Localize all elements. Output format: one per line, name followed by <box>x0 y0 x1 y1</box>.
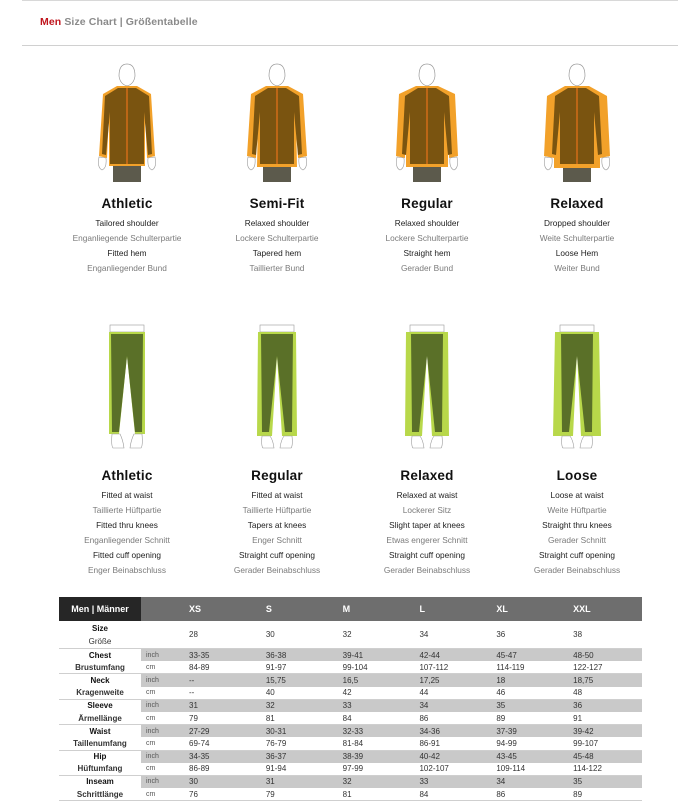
fit-desc-en: Straight thru knees <box>542 520 612 530</box>
size-header: XL <box>488 597 565 621</box>
fit-desc-en: Loose at waist <box>550 490 604 500</box>
measurement-cell: 42-44 <box>411 649 488 662</box>
size-header: L <box>411 597 488 621</box>
row-label-de: Taillenumfang <box>59 737 141 750</box>
measurement-cell: 36-38 <box>258 649 335 662</box>
fit-name: Semi-Fit <box>249 196 305 211</box>
fit-desc-de: Etwas engerer Schnitt <box>386 535 468 545</box>
size-header: S <box>258 597 335 621</box>
measurement-cell: 37-39 <box>488 725 565 738</box>
fit-desc-en: Straight cuff opening <box>239 550 315 560</box>
unit-cell: cm <box>141 737 181 750</box>
fit-desc-de: Weite Schulterpartie <box>539 233 615 243</box>
bottom-fit-loose <box>502 322 652 578</box>
measurement-cell: 107-112 <box>411 661 488 674</box>
unit-cell: cm <box>141 788 181 801</box>
table-row-hip-inch <box>59 750 642 763</box>
measurement-cell: 97-99 <box>335 763 412 776</box>
fit-desc-de: Lockere Schulterpartie <box>385 233 469 243</box>
row-label-de: Schrittlänge <box>59 788 141 801</box>
fit-desc-en: Straight cuff opening <box>539 550 615 560</box>
table-row-size <box>59 621 642 649</box>
measurement-cell: 40-42 <box>411 750 488 763</box>
fit-desc-en: Relaxed shoulder <box>244 218 310 228</box>
measurement-cell: 43-45 <box>488 750 565 763</box>
measurement-cell: 81-84 <box>335 737 412 750</box>
row-label-de: Kragenweite <box>59 687 141 700</box>
row-label-de: Ärmellänge <box>59 712 141 725</box>
fit-desc-de: Lockerer Sitz <box>402 505 452 515</box>
fit-desc-en: Fitted at waist <box>251 490 303 500</box>
measurement-cell: 99-107 <box>565 737 642 750</box>
measurement-cell: 91 <box>565 712 642 725</box>
fit-desc-de: Enganliegende Schulterpartie <box>72 233 182 243</box>
top-fit-athletic <box>52 62 202 276</box>
measurement-cell: 81 <box>258 712 335 725</box>
measurement-cell: 76 <box>181 788 258 801</box>
row-label-en: Size <box>91 623 108 633</box>
fit-desc-en: Fitted thru knees <box>96 520 158 530</box>
measurement-cell: 109-114 <box>488 763 565 776</box>
unit-cell: cm <box>141 763 181 776</box>
measurement-cell: 86 <box>411 712 488 725</box>
fit-desc-en: Tailored shoulder <box>95 218 159 228</box>
measurement-cell: 76-79 <box>258 737 335 750</box>
table-row-neck-inch <box>59 674 642 687</box>
row-label-de: Größe <box>88 636 112 646</box>
fit-desc-en: Fitted hem <box>107 248 147 258</box>
title-divider <box>22 45 678 46</box>
title-text: Size Chart | Größentabelle <box>61 16 198 28</box>
fit-desc-de: Gerader Beinabschluss <box>233 565 321 575</box>
table-row-neck-cm <box>59 687 642 700</box>
measurement-cell: 45-47 <box>488 649 565 662</box>
fit-desc-de: Lockere Schulterpartie <box>235 233 319 243</box>
measurement-cell: 27-29 <box>181 725 258 738</box>
fit-desc-de: Gerader Beinabschluss <box>533 565 621 575</box>
measurement-cell: 79 <box>258 788 335 801</box>
measurement-cell: 39-42 <box>565 725 642 738</box>
measurement-cell: 18,75 <box>565 674 642 687</box>
measurement-cell: 34 <box>488 775 565 788</box>
measurement-cell: 36-37 <box>258 750 335 763</box>
table-row-inseam-cm <box>59 788 642 801</box>
row-label-en: Waist <box>89 726 111 736</box>
size-table <box>59 597 642 801</box>
fit-desc-en: Tapers at knees <box>247 520 307 530</box>
fit-desc-en: Fitted cuff opening <box>92 550 162 560</box>
unit-cell: cm <box>141 712 181 725</box>
measurement-cell: 91-97 <box>258 661 335 674</box>
fit-desc-de: Gerader Bund <box>400 263 454 273</box>
unit-cell <box>141 621 181 649</box>
measurement-cell: 34 <box>411 699 488 712</box>
fit-name: Loose <box>556 468 598 483</box>
fit-desc-en: Fitted at waist <box>101 490 153 500</box>
measurement-cell: 122-127 <box>565 661 642 674</box>
measurement-cell: 45-48 <box>565 750 642 763</box>
jacket-athletic-icon <box>87 62 167 184</box>
fit-name: Relaxed <box>550 196 604 211</box>
fit-desc-en: Tapered hem <box>252 248 302 258</box>
measurement-cell: 40 <box>258 687 335 700</box>
fit-desc-en: Dropped shoulder <box>544 218 610 228</box>
fit-desc-de: Weite Hüftpartie <box>547 505 607 515</box>
measurement-cell: 16,5 <box>335 674 412 687</box>
tops-fit-row <box>52 62 652 276</box>
measurement-cell: 79 <box>181 712 258 725</box>
measurement-cell: 30 <box>181 775 258 788</box>
measurement-cell: 86 <box>488 788 565 801</box>
measurement-cell: 33-35 <box>181 649 258 662</box>
unit-cell: cm <box>141 661 181 674</box>
measurement-cell: 114-119 <box>488 661 565 674</box>
measurement-cell: 46 <box>488 687 565 700</box>
jacket-semi-fit-icon <box>237 62 317 184</box>
row-label-en: Inseam <box>86 777 114 787</box>
measurement-cell: 33 <box>335 699 412 712</box>
fit-desc-de: Enganliegender Bund <box>87 263 167 273</box>
jacket-relaxed-icon <box>537 62 617 184</box>
measurement-cell: 69-74 <box>181 737 258 750</box>
table-row-waist-cm <box>59 737 642 750</box>
fit-name: Relaxed <box>400 468 454 483</box>
fit-desc-en: Straight cuff opening <box>389 550 465 560</box>
jacket-regular-icon <box>387 62 467 184</box>
row-label-de: Hüftumfang <box>59 763 141 776</box>
measurement-cell: -- <box>181 687 258 700</box>
top-fit-semi-fit <box>202 62 352 276</box>
row-label-en: Chest <box>88 650 112 660</box>
row-label <box>59 621 141 649</box>
unit-cell: inch <box>141 649 181 662</box>
unit-cell: cm <box>141 687 181 700</box>
size-cell: 34 <box>411 621 488 649</box>
size-header: M <box>335 597 412 621</box>
unit-cell: inch <box>141 750 181 763</box>
measurement-cell: 99-104 <box>335 661 412 674</box>
table-row-chest-cm <box>59 661 642 674</box>
measurement-cell: 94-99 <box>488 737 565 750</box>
fit-desc-de: Taillierte Hüftpartie <box>242 505 312 515</box>
row-label-en: Hip <box>93 752 107 762</box>
table-corner-label: Men | Männer <box>59 597 141 621</box>
measurement-cell: 102-107 <box>411 763 488 776</box>
fit-desc-de: Enger Beinabschluss <box>88 565 166 575</box>
measurement-cell: 86-91 <box>411 737 488 750</box>
measurement-cell: 32-33 <box>335 725 412 738</box>
table-header-row <box>59 597 642 621</box>
measurement-cell: 44 <box>411 687 488 700</box>
fit-name: Regular <box>401 196 453 211</box>
fit-desc-de: Weiter Bund <box>554 263 600 273</box>
measurement-cell: 84 <box>411 788 488 801</box>
fit-name: Athletic <box>101 196 153 211</box>
fit-desc-de: Gerader Beinabschluss <box>383 565 471 575</box>
table-row-chest-inch <box>59 649 642 662</box>
size-cell: 38 <box>565 621 642 649</box>
pants-regular-icon <box>247 322 307 454</box>
fit-desc-de: Taillierte Hüftpartie <box>92 505 162 515</box>
bottom-fit-regular <box>202 322 352 578</box>
measurement-cell: 15,75 <box>258 674 335 687</box>
measurement-cell: 48 <box>565 687 642 700</box>
table-row-hip-cm <box>59 763 642 776</box>
measurement-cell: 32 <box>258 699 335 712</box>
page-title <box>40 16 198 28</box>
fit-name: Regular <box>251 468 303 483</box>
measurement-cell: 31 <box>258 775 335 788</box>
size-cell: 28 <box>181 621 258 649</box>
size-header: XXL <box>565 597 642 621</box>
fit-desc-de: Enger Schnitt <box>252 535 302 545</box>
measurement-cell: 39-41 <box>335 649 412 662</box>
fit-desc-en: Slight taper at knees <box>389 520 465 530</box>
size-cell: 30 <box>258 621 335 649</box>
measurement-cell: 42 <box>335 687 412 700</box>
unit-cell: inch <box>141 699 181 712</box>
measurement-cell: 84 <box>335 712 412 725</box>
fit-desc-de: Taillierter Bund <box>249 263 305 273</box>
measurement-cell: 35 <box>565 775 642 788</box>
measurement-cell: 17,25 <box>411 674 488 687</box>
measurement-cell: 18 <box>488 674 565 687</box>
measurement-cell: 32 <box>335 775 412 788</box>
bottom-fit-relaxed <box>352 322 502 578</box>
measurement-cell: 84-89 <box>181 661 258 674</box>
fit-desc-en: Relaxed at waist <box>396 490 458 500</box>
measurement-cell: 38-39 <box>335 750 412 763</box>
size-cell: 32 <box>335 621 412 649</box>
table-row-inseam-inch <box>59 775 642 788</box>
fit-name: Athletic <box>101 468 153 483</box>
measurement-cell: 31 <box>181 699 258 712</box>
fit-desc-de: Enganliegender Schnitt <box>84 535 170 545</box>
measurement-cell: -- <box>181 674 258 687</box>
pants-loose-icon <box>547 322 607 454</box>
measurement-cell: 34-36 <box>411 725 488 738</box>
measurement-cell: 30-31 <box>258 725 335 738</box>
measurement-cell: 48-50 <box>565 649 642 662</box>
measurement-cell: 91-94 <box>258 763 335 776</box>
row-label-en: Neck <box>90 675 110 685</box>
table-row-waist-inch <box>59 725 642 738</box>
measurement-cell: 114-122 <box>565 763 642 776</box>
top-fit-regular <box>352 62 502 276</box>
bottoms-fit-row <box>52 322 652 578</box>
measurement-cell: 33 <box>411 775 488 788</box>
pants-relaxed-icon <box>397 322 457 454</box>
title-accent: Men <box>40 16 62 28</box>
size-cell: 36 <box>488 621 565 649</box>
measurement-cell: 35 <box>488 699 565 712</box>
table-row-sleeve-cm <box>59 712 642 725</box>
table-row-sleeve-inch <box>59 699 642 712</box>
unit-header <box>141 597 181 621</box>
unit-cell: inch <box>141 725 181 738</box>
fit-desc-en: Straight hem <box>403 248 451 258</box>
top-divider <box>22 0 678 1</box>
fit-desc-en: Relaxed shoulder <box>394 218 460 228</box>
measurement-cell: 89 <box>488 712 565 725</box>
bottom-fit-athletic <box>52 322 202 578</box>
measurement-cell: 36 <box>565 699 642 712</box>
unit-cell: inch <box>141 775 181 788</box>
unit-cell: inch <box>141 674 181 687</box>
fit-desc-en: Loose Hem <box>555 248 599 258</box>
fit-desc-de: Gerader Schnitt <box>547 535 607 545</box>
measurement-cell: 34-35 <box>181 750 258 763</box>
row-label-en: Sleeve <box>87 701 113 711</box>
measurement-cell: 86-89 <box>181 763 258 776</box>
pants-athletic-icon <box>97 322 157 454</box>
size-header: XS <box>181 597 258 621</box>
measurement-cell: 89 <box>565 788 642 801</box>
row-label-de: Brustumfang <box>59 661 141 674</box>
measurement-cell: 81 <box>335 788 412 801</box>
top-fit-relaxed <box>502 62 652 276</box>
